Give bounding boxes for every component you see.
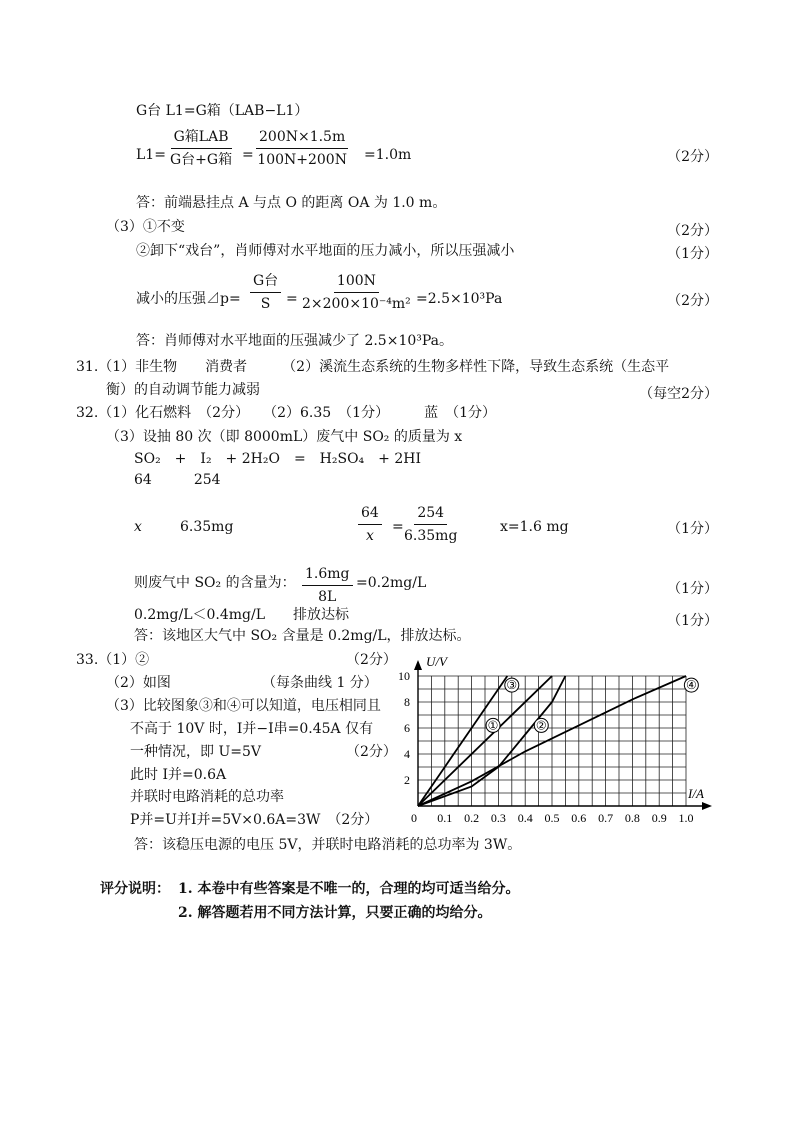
q32-ratio-right [404,504,457,545]
pressure-frac2-denominator: 2×200×10⁻⁴m² [302,296,411,312]
q32-ratio-equals: = [392,519,404,535]
x-tick-label: 0.1 [437,811,453,825]
q32-ratio-num1: 64 [358,504,382,525]
q33-line2-points: （每条曲线 1 分） [262,675,378,691]
y-tick-label: 10 [398,669,410,683]
l1-frac2-denominator: 100N+200N [257,152,347,168]
y-axis-title: U/V [426,654,447,669]
q32-x-label: x [134,519,142,535]
l1-frac1-denominator: G台+G箱 [170,152,233,168]
q32-content-den: 8L [318,589,337,605]
q32-ratio-left [358,504,382,545]
part3-item2-points: （1分） [667,246,718,262]
q31-points: （每空2分） [639,386,718,402]
x-tick-label: 0 [411,811,417,825]
pressure-points: （2分） [667,293,718,309]
answer-oa: 答：前端悬挂点 A 与点 O 的距离 OA 为 1.0 m。 [136,195,447,211]
q32-content-result: =0.2mg/L [356,575,427,591]
x-tick-label: 0.4 [517,811,533,825]
q32-compare: 0.2mg/L＜0.4mg/L 排放达标 [134,607,350,623]
x-tick-label: 0.7 [598,811,614,825]
q32-content-fraction [302,565,353,606]
l1-fraction-numeric [256,128,348,169]
notes-label: 评分说明： [100,881,170,897]
q33-line1-points: （2分） [346,652,397,668]
x-tick-label: 1.0 [678,811,694,825]
part3-item1: （3）①不变 [106,219,185,235]
q32-ratio-num2: 254 [414,504,447,525]
pressure-result: =2.5×10³Pa [416,291,503,307]
q32-mass-row: 64 254 [134,472,221,488]
q33-line5: 一种情况，即 U=5V [130,744,261,760]
x-tick-label: 0.9 [651,811,667,825]
x-tick-label: 0.5 [544,811,560,825]
q32-ratio-den2: 6.35mg [404,528,458,544]
q31-line1: 31.（1）非生物 消费者 （2）溪流生态系统的生物多样性下降，导致生态系统（生态平 [76,359,670,375]
x-tick-label: 0.3 [490,811,506,825]
q33-line3: （3）比较图象③和④可以知道，电压相同且 [106,698,381,714]
x-tick-label: 0.2 [464,811,480,825]
pressure-frac1-denominator: S [260,296,271,312]
balance-equation: G台 L1=G箱（LAB−L1） [136,103,309,119]
x-tick-label: 0.6 [571,811,587,825]
y-tick-label: 4 [404,747,410,761]
q32-x-points: （1分） [667,521,718,537]
l1-lhs: L1= [136,147,166,163]
l1-frac2-numerator: 200N×1.5m [256,128,348,149]
y-tick-label: 8 [404,695,410,709]
pressure-fraction-numeric [302,272,411,313]
y-tick-label: 6 [404,721,410,735]
q32-equation: SO₂ + I₂ + 2H₂O = H₂SO₄ + 2HI [134,451,421,467]
l1-frac1-numerator: G箱LAB [171,128,232,149]
notes-item-1: 1. 本卷中有些答案是不唯一的，合理的均可适当给分。 [178,881,520,897]
x-axis-title: I/A [688,786,704,801]
series-label: ④ [685,678,697,693]
q33-line1: 33.（1）② [76,652,150,668]
q32-ratio-den1: x [365,528,374,544]
ui-graph [390,650,720,826]
q33-line8: P并=U并I并=5V×0.6A=3W （2分） [130,812,379,828]
series-label: ③ [506,678,518,693]
pressure-frac1-numerator: G台 [250,272,281,293]
q33-answer: 答：该稳压电源的电压 5V，并联时电路消耗的总功率为 3W。 [134,837,522,853]
l1-fraction-symbolic [170,128,232,169]
series-label: ① [487,718,499,733]
q32-x-result: x=1.6 mg [500,519,569,535]
q33-line7: 并联时电路消耗的总功率 [130,789,284,805]
q33-line5-points: （2分） [346,744,397,760]
q32-content-lhs: 则废气中 SO₂ 的含量为： [134,575,296,591]
q32-compare-points: （1分） [667,613,718,629]
q33-line2: （2）如图 [106,675,171,691]
q31-line2: 衡）的自动调节能力减弱 [106,382,260,398]
notes-item-2: 2. 解答题若用不同方法计算，只要正确的均给分。 [178,905,492,921]
q32-line2: （3）设抽 80 次（即 8000mL）废气中 SO₂ 的质量为 x [106,429,463,445]
part3-item2: ②卸下“戏台”，肖师傅对水平地面的压力减小，所以压强减小 [136,243,515,259]
q32-content-points: （1分） [667,581,718,597]
x-axis-arrow [702,802,712,810]
pressure-frac2-numerator: 100N [334,272,379,293]
y-axis-arrow [414,660,422,670]
y-tick-label: 2 [404,773,410,787]
pressure-fraction-symbolic [250,272,281,313]
part3-item1-points: （2分） [667,223,718,239]
l1-equals: = [242,147,254,163]
x-tick-label: 0.8 [624,811,640,825]
q32-line1: 32.（1）化石燃料 （2分） （2）6.35 （1分） 蓝 （1分） [76,405,496,421]
series-label: ② [535,718,547,733]
answer-pressure: 答：肖师傅对水平地面的压强减少了 2.5×10³Pa。 [136,333,454,349]
q32-content-num: 1.6mg [302,565,353,586]
l1-points: （2分） [667,149,718,165]
pressure-lhs: 减小的压强⊿p= [136,291,241,307]
q33-line6: 此时 I并=0.6A [130,767,227,783]
q32-x-mass: 6.35mg [180,519,234,535]
pressure-equals: = [286,291,298,307]
l1-result: =1.0m [364,147,412,163]
q32-answer: 答：该地区大气中 SO₂ 含量是 0.2mg/L，排放达标。 [134,628,471,644]
q33-line4: 不高于 10V 时，I并−I串=0.45A 仅有 [130,721,374,737]
